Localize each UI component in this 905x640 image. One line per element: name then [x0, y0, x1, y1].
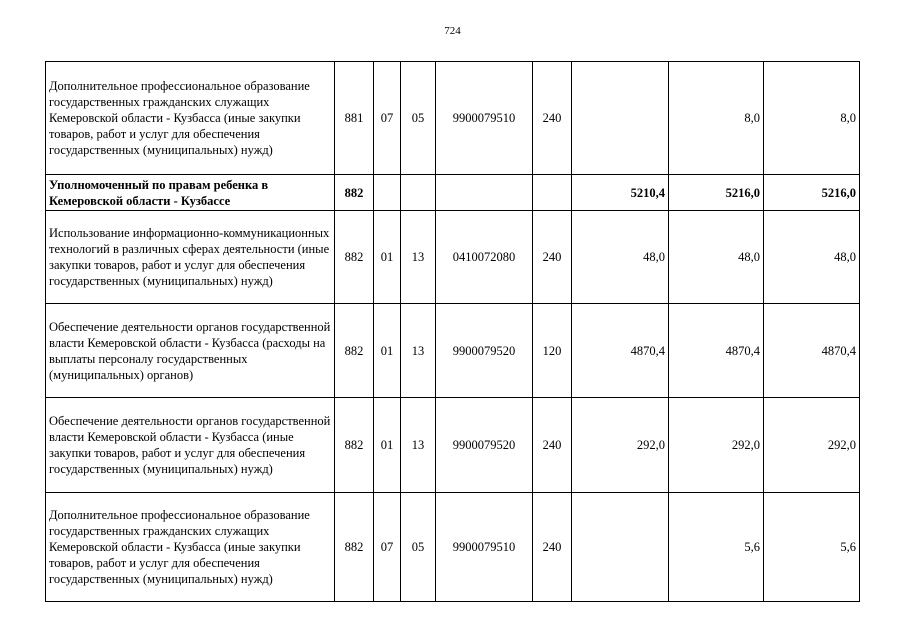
ved-code: 882	[335, 211, 374, 304]
ved-code: 882	[335, 493, 374, 602]
expense-type-code: 120	[533, 304, 572, 398]
expense-type-code: 240	[533, 398, 572, 493]
amount-year-3: 5216,0	[764, 175, 860, 211]
table-row	[46, 493, 860, 602]
row-name: Обеспечение деятельности органов государственной власти Кемеровской области - Кузбасса (расходы на выплаты персоналу государственных (муниципальных) органов)	[46, 304, 335, 398]
table-body	[46, 62, 860, 602]
subsection-code: 05	[401, 62, 436, 175]
amount-year-3: 5,6	[764, 493, 860, 602]
section-code: 07	[374, 493, 401, 602]
row-name: Использование информационно-коммуникационных технологий в различных сферах деятельности (иные закупки товаров, работ и услуг для обеспечения государственных (муниципальных) нужд)	[46, 211, 335, 304]
amount-year-2: 8,0	[669, 62, 764, 175]
table-row	[46, 398, 860, 493]
budget-table	[45, 61, 860, 602]
amount-year-1: 292,0	[572, 398, 669, 493]
amount-year-2: 48,0	[669, 211, 764, 304]
target-article-code: 9900079520	[436, 398, 533, 493]
subsection-code: 13	[401, 211, 436, 304]
amount-year-2: 4870,4	[669, 304, 764, 398]
amount-year-1: 5210,4	[572, 175, 669, 211]
page-number: 724	[444, 25, 461, 37]
expense-type-code: 240	[533, 493, 572, 602]
section-code: 07	[374, 62, 401, 175]
target-article-code: 9900079520	[436, 304, 533, 398]
amount-year-1	[572, 493, 669, 602]
table-row	[46, 304, 860, 398]
row-name: Уполномоченный по правам ребенка в Кемеровской области - Кузбассе	[46, 175, 335, 211]
table-row	[46, 62, 860, 175]
section-code: 01	[374, 304, 401, 398]
subsection-code: 05	[401, 493, 436, 602]
subsection-code	[401, 175, 436, 211]
amount-year-3: 292,0	[764, 398, 860, 493]
row-name: Дополнительное профессиональное образование государственных гражданских служащих Кемеровской области - Кузбасса (иные закупки товаров, работ и услуг для обеспечения государственных (муниципальных) нужд)	[46, 62, 335, 175]
row-name: Дополнительное профессиональное образование государственных гражданских служащих Кемеровской области - Кузбасса (иные закупки товаров, работ и услуг для обеспечения государственных (муниципальных) нужд)	[46, 493, 335, 602]
subsection-code: 13	[401, 398, 436, 493]
section-code: 01	[374, 211, 401, 304]
ved-code: 882	[335, 398, 374, 493]
amount-year-1	[572, 62, 669, 175]
target-article-code: 0410072080	[436, 211, 533, 304]
ved-code: 882	[335, 304, 374, 398]
expense-type-code: 240	[533, 62, 572, 175]
section-code: 01	[374, 398, 401, 493]
amount-year-2: 292,0	[669, 398, 764, 493]
table-row	[46, 175, 860, 211]
amount-year-2: 5216,0	[669, 175, 764, 211]
amount-year-3: 4870,4	[764, 304, 860, 398]
target-article-code: 9900079510	[436, 62, 533, 175]
table-row	[46, 211, 860, 304]
target-article-code: 9900079510	[436, 493, 533, 602]
amount-year-3: 8,0	[764, 62, 860, 175]
expense-type-code: 240	[533, 211, 572, 304]
expense-type-code	[533, 175, 572, 211]
ved-code: 881	[335, 62, 374, 175]
amount-year-3: 48,0	[764, 211, 860, 304]
ved-code: 882	[335, 175, 374, 211]
target-article-code	[436, 175, 533, 211]
amount-year-1: 48,0	[572, 211, 669, 304]
amount-year-2: 5,6	[669, 493, 764, 602]
subsection-code: 13	[401, 304, 436, 398]
section-code	[374, 175, 401, 211]
row-name: Обеспечение деятельности органов государственной власти Кемеровской области - Кузбасса (иные закупки товаров, работ и услуг для обеспечения государственных (муниципальных) нужд)	[46, 398, 335, 493]
amount-year-1: 4870,4	[572, 304, 669, 398]
